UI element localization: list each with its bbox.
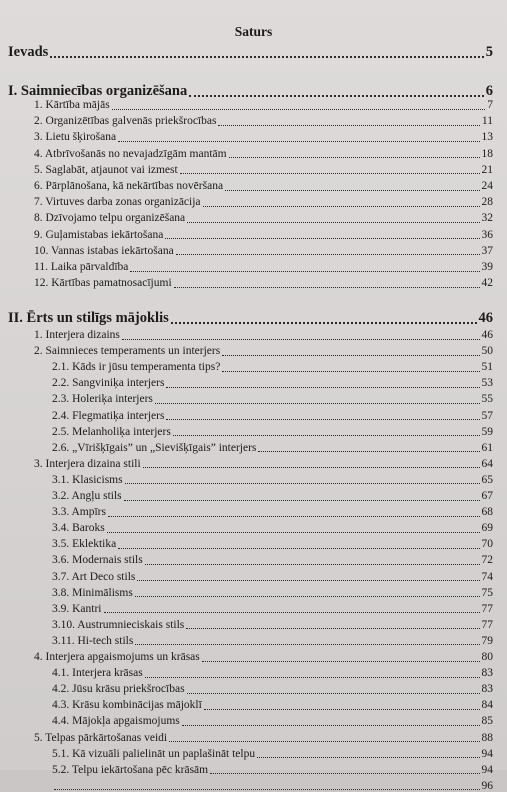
toc-entry [34, 213, 493, 225]
dot-leader [189, 95, 484, 97]
toc-entry-page: 70 [481, 538, 493, 551]
dot-leader [155, 403, 480, 404]
toc-entry-page: 94 [481, 747, 493, 760]
dot-leader [204, 709, 480, 710]
toc-entry [34, 278, 493, 290]
dot-leader [143, 467, 480, 468]
toc-entry-page: 42 [481, 277, 493, 290]
dot-leader [124, 500, 480, 501]
toc-entry-page: 84 [481, 699, 493, 712]
toc-entry-page: 83 [481, 667, 493, 680]
dot-leader [187, 222, 479, 223]
toc-entry [34, 132, 493, 144]
toc-entry-page: 83 [481, 683, 493, 696]
toc-entry [34, 116, 493, 128]
toc-entry-page: 80 [481, 651, 493, 663]
toc-entry-label: 4.1. Interjera krāsas [52, 667, 143, 680]
toc-entry [34, 181, 493, 193]
toc-entry [34, 330, 493, 342]
toc-entry-label: 3.1. Klasicisms [52, 473, 123, 486]
toc-entry-label: 2.5. Melanholiķa interjers [52, 425, 171, 438]
dot-leader [125, 483, 480, 484]
dot-leader [145, 677, 480, 678]
dot-leader [166, 419, 479, 420]
dot-leader [258, 451, 479, 452]
toc-entry-label: 7. Virtuves darba zonas organizācija [34, 196, 201, 209]
dot-leader [130, 271, 479, 272]
toc-entry-page: 65 [481, 473, 493, 486]
toc-entry-label: 2.6. „Vīrišķīgais” un „Sievišķīgais” interjers [52, 441, 257, 454]
toc-entry-page: 75 [481, 586, 493, 599]
toc-entry-label: 3.6. Modernais stils [52, 554, 143, 567]
toc-entry [52, 572, 493, 584]
toc-entry-label: 2. Organizētības galvenās priekšrocības [34, 115, 217, 128]
dot-leader [174, 287, 480, 288]
toc-entry [52, 700, 493, 712]
toc-entry-page: 6 [485, 83, 493, 99]
toc-entry [52, 394, 493, 406]
toc-entry-page: 11 [481, 115, 493, 128]
dot-leader [176, 254, 480, 255]
dot-leader [166, 387, 479, 388]
toc-entry-page: 46 [481, 329, 493, 341]
toc-entry-label: 2.2. Sangviniķa interjers [52, 377, 165, 390]
dot-leader [257, 757, 479, 758]
toc-entry-label: 5. Telpas pārkārtošanas veidi [34, 731, 168, 744]
toc-entry-label: 4.3. Krāsu kombinācijas mājoklī [52, 699, 202, 712]
toc-entry-label: 3. Lietu šķirošana [34, 131, 117, 144]
dot-leader [112, 109, 486, 110]
toc-entry-page: 28 [481, 196, 493, 209]
dot-leader [135, 596, 480, 597]
toc-entry-label: 3.8. Minimālisms [52, 586, 133, 599]
toc-entry-page: 24 [481, 180, 493, 192]
dot-leader [229, 157, 480, 158]
toc-entry-label: 6. Pārplānošana, kā nekārtības novēršana [34, 180, 224, 192]
toc-entry [34, 197, 493, 209]
toc-entry-page: 21 [481, 163, 493, 176]
toc-entry-label: 1. Kārtība mājās [34, 99, 110, 111]
toc-entry [52, 636, 493, 648]
toc-entry-page: 69 [481, 522, 493, 535]
toc-entry-page: 13 [481, 131, 493, 144]
dot-leader [50, 56, 483, 58]
toc-entry-label: 2.1. Kāds ir jūsu temperamenta tips? [52, 361, 221, 374]
toc-entry-page: 32 [481, 212, 493, 225]
toc-entry [34, 230, 493, 242]
toc-entry [34, 733, 493, 745]
toc-entry [52, 765, 493, 777]
toc-entry-label: 3.7. Art Deco stils [52, 570, 136, 583]
dot-leader [225, 190, 479, 191]
dot-leader [118, 141, 479, 142]
toc-entry [52, 684, 493, 696]
toc-entry [52, 555, 493, 567]
toc-entry-label: 4.2. Jūsu krāsu priekšrocības [52, 683, 185, 696]
toc-entry-page: 7 [487, 99, 493, 111]
page-title: Saturs [234, 24, 273, 39]
toc-entry [8, 311, 493, 326]
toc-entry [52, 427, 493, 439]
toc-entry-label: 3.9. Kantri [52, 602, 102, 615]
dot-leader [104, 612, 480, 613]
toc-entry-page: 68 [481, 506, 493, 519]
toc-entry [34, 459, 493, 471]
dot-leader [165, 238, 479, 239]
toc-entry [52, 411, 493, 423]
toc-entry-page: 72 [481, 554, 493, 567]
toc-entry-label: 11. Laika pārvaldība [34, 261, 129, 273]
dot-leader [222, 355, 479, 356]
toc-entry [34, 246, 493, 258]
toc-entry-page: 46 [478, 310, 493, 326]
toc-entry-label: Ievads [8, 44, 49, 60]
toc-entry [52, 604, 493, 616]
dot-leader [54, 789, 480, 790]
toc-entry-label: 5. Saglabāt, atjaunot vai izmest [34, 163, 178, 176]
dot-leader [202, 661, 480, 662]
dot-leader [187, 693, 480, 694]
toc-entry [34, 346, 493, 358]
toc-entry [52, 523, 493, 535]
toc-entry-label: 2. Saimnieces temperaments un interjers [34, 345, 221, 358]
toc-entry-label: I. Saimniecības organizēšana [8, 83, 188, 99]
toc-entry [52, 668, 493, 680]
toc-entry-page: 94 [481, 763, 493, 776]
toc-entry-label: 1. Interjera dizains [34, 329, 120, 341]
toc-entry-label: 9. Guļamistabas iekārtošana [34, 228, 164, 241]
toc-entry [52, 716, 493, 728]
dot-leader [107, 532, 480, 533]
toc-entry [34, 165, 493, 177]
toc-entry-page: 53 [481, 377, 493, 390]
toc-entry [52, 475, 493, 487]
toc-entry-label: 5.1. Kā vizuāli palielināt un paplašināt telpu [52, 747, 256, 760]
dot-leader [145, 564, 480, 565]
toc-entry-page: 59 [481, 425, 493, 438]
toc-entry [34, 262, 493, 274]
toc-entry [52, 539, 493, 551]
dot-leader [169, 741, 479, 742]
toc-entry-page: 51 [481, 361, 493, 374]
toc-entry-label: 2.4. Flegmatiķa interjers [52, 409, 165, 422]
dot-leader [137, 580, 479, 581]
toc-entry-page: 64 [481, 457, 493, 470]
toc-entry [52, 781, 493, 792]
dot-leader [135, 644, 479, 645]
toc-entry-label: 3.5. Eklektika [52, 538, 117, 551]
toc-entry-label: II. Ērts un stilīgs mājoklis [8, 310, 169, 326]
toc-entry-label: 3.10. Austrumnieciskais stils [52, 618, 185, 631]
toc-entry-page: 18 [481, 147, 493, 160]
dot-leader [222, 371, 479, 372]
toc-entry-label: 3.3. Ampīrs [52, 506, 106, 519]
dot-leader [210, 773, 479, 774]
toc-entry-page: 57 [481, 409, 493, 422]
toc-entry-label: 3. Interjera dizaina stili [34, 457, 141, 470]
dot-leader [173, 435, 480, 436]
toc-entry-page: 39 [481, 261, 493, 273]
toc-entry-label: 3.4. Baroks [52, 522, 105, 535]
dot-leader [186, 628, 479, 629]
toc-entry-page: 96 [481, 779, 493, 792]
toc-entry-label: 5.2. Telpu iekārtošana pēc krāsām [52, 763, 209, 776]
dot-leader [182, 725, 480, 726]
dot-leader [118, 548, 479, 549]
toc-entry [34, 100, 493, 112]
toc-entry [52, 378, 493, 390]
toc-entry-page: 88 [481, 731, 493, 744]
toc-entry [34, 652, 493, 664]
toc-entry-page: 5 [485, 44, 493, 60]
toc-entry [52, 620, 493, 632]
toc-entry [8, 84, 493, 99]
toc-entry-page: 50 [481, 345, 493, 358]
toc-entry-page: 77 [481, 602, 493, 615]
toc-entry-page: 77 [481, 618, 493, 631]
toc-entry-label: 4.4. Mājokļa apgaismojums [52, 715, 180, 728]
toc-entry [52, 362, 493, 374]
toc-entry-label: 4. Interjera apgaismojums un krāsas [34, 651, 200, 663]
toc-entry [8, 45, 493, 60]
toc-entry [52, 507, 493, 519]
toc-entry-page: 67 [481, 490, 493, 502]
toc-entry-label: 3.11. Hi-tech stils [52, 634, 134, 647]
dot-leader [218, 125, 479, 126]
toc-entry-page: 74 [481, 570, 493, 583]
toc-entry-page: 36 [481, 228, 493, 241]
toc-entry [52, 491, 493, 503]
dot-leader [122, 339, 480, 340]
toc-entry-page: 85 [481, 715, 493, 728]
dot-leader [203, 206, 480, 207]
toc-entry-label: 2.3. Holeriķa interjers [52, 393, 153, 406]
toc-entry [52, 443, 493, 455]
toc-entry-page: 37 [481, 244, 493, 257]
toc-entry-page: 79 [481, 634, 493, 647]
toc-entry-label: 8. Dzīvojamo telpu organizēšana [34, 212, 186, 225]
toc-entry-label: 12. Kārtības pamatnosacījumi [34, 277, 172, 290]
toc-entry-label: 4. Atbrīvošanās no nevajadzīgām mantām [34, 147, 227, 160]
toc-entry-page: 55 [481, 393, 493, 406]
toc-entry-label: 3.2. Angļu stils [52, 490, 122, 502]
toc-entry-page: 61 [481, 441, 493, 454]
toc-entry [34, 149, 493, 161]
dot-leader [108, 516, 480, 517]
dot-leader [180, 173, 480, 174]
toc-entry [52, 749, 493, 761]
dot-leader [171, 322, 477, 324]
toc-entry-label: 10. Vannas istabas iekārtošana [34, 244, 174, 257]
toc-entry [52, 588, 493, 600]
